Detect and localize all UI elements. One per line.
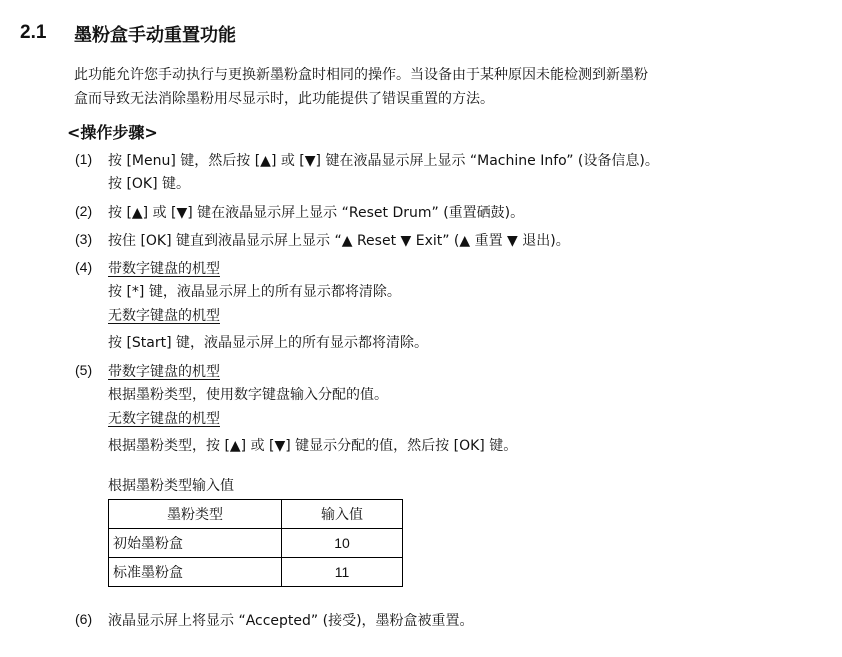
step-1-line-2: 按 [OK] 键。 <box>108 176 191 192</box>
step-5-heading-no-keypad: 无数字键盘的机型 <box>108 411 220 427</box>
step-5-number: (5) <box>75 362 93 378</box>
toner-values-table <box>108 499 403 587</box>
steps-heading: <操作步骤> <box>67 123 158 142</box>
cell-toner-type: 标准墨粉盒 <box>109 558 282 587</box>
step-5-heading-keypad: 带数字键盘的机型 <box>108 364 220 380</box>
step-4-heading-no-keypad: 无数字键盘的机型 <box>108 308 220 324</box>
step-4-heading-keypad: 带数字键盘的机型 <box>108 261 220 277</box>
section-title: 墨粉盒手动重置功能 <box>74 25 236 46</box>
step-6-line-1: 液晶显示屏上将显示 “Accepted” (接受)，墨粉盒被重置。 <box>108 613 474 629</box>
cell-input-value: 11 <box>282 558 403 587</box>
intro-line-2: 盒而导致无法消除墨粉用尽显示时，此功能提供了错误重置的方法。 <box>74 91 494 107</box>
intro-line-1: 此功能允许您手动执行与更换新墨粉盒时相同的操作。当设备由于某种原因未能检测到新墨粉 <box>74 67 648 83</box>
step-1-line-1: 按 [Menu] 键，然后按 [▲] 或 [▼] 键在液晶显示屏上显示 “Machine Info” (设备信息)。 <box>108 153 659 169</box>
step-2-number: (2) <box>75 203 93 219</box>
step-4-text-no-keypad: 按 [Start] 键，液晶显示屏上的所有显示都将清除。 <box>108 335 429 351</box>
step-4-number: (4) <box>75 259 93 275</box>
table-caption: 根据墨粉类型输入值 <box>108 478 234 494</box>
step-6-number: (6) <box>75 611 93 627</box>
step-3-number: (3) <box>75 231 93 247</box>
step-5-text-no-keypad: 根据墨粉类型，按 [▲] 或 [▼] 键显示分配的值，然后按 [OK] 键。 <box>108 438 518 454</box>
step-2-line-1: 按 [▲] 或 [▼] 键在液晶显示屏上显示 “Reset Drum” (重置硒鼓)。 <box>108 205 525 221</box>
step-5-text-keypad: 根据墨粉类型，使用数字键盘输入分配的值。 <box>108 387 388 403</box>
table-row <box>109 558 403 587</box>
header-input-value: 输入值 <box>282 500 403 529</box>
cell-toner-type: 初始墨粉盒 <box>109 529 282 558</box>
step-1-number: (1) <box>75 151 93 167</box>
table-row <box>109 529 403 558</box>
section-number: 2.1 <box>20 22 47 43</box>
table-header-row <box>109 500 403 529</box>
cell-input-value: 10 <box>282 529 403 558</box>
step-4-text-keypad: 按 [*] 键，液晶显示屏上的所有显示都将清除。 <box>108 284 401 300</box>
step-3-line-1: 按住 [OK] 键直到液晶显示屏上显示 “▲ Reset ▼ Exit” (▲ 重置 ▼ 退出)。 <box>108 233 570 249</box>
header-toner-type: 墨粉类型 <box>109 500 282 529</box>
